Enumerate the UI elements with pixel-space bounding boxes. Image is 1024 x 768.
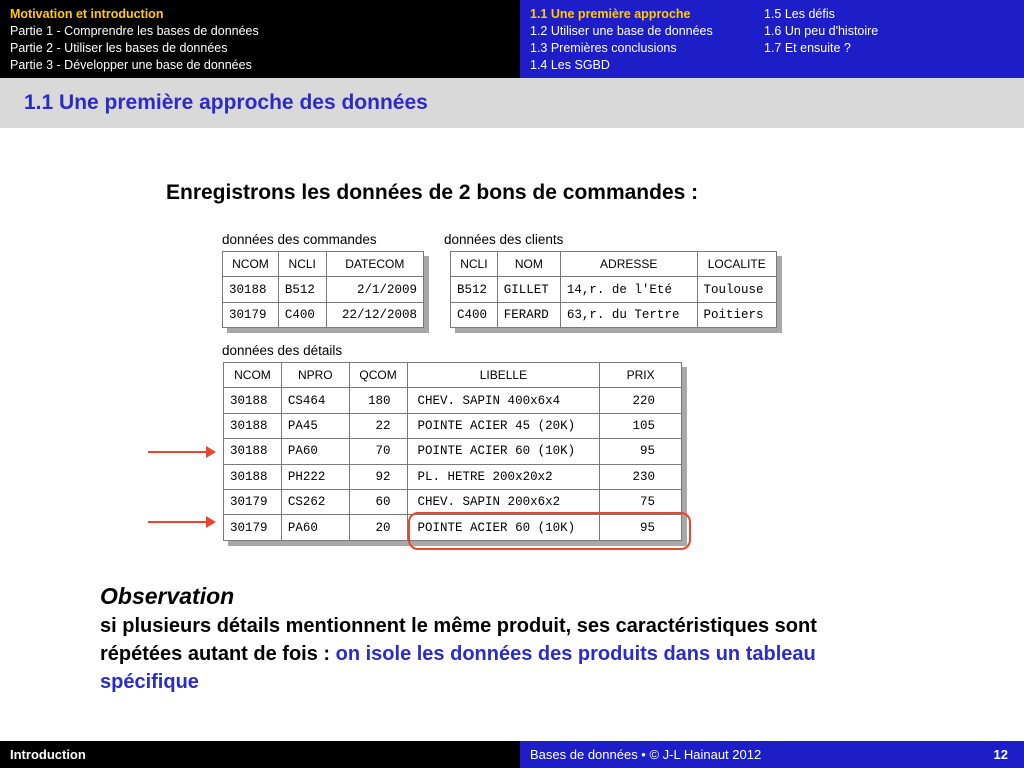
observation-statement: si plusieurs détails mentionnent le même produit, ses caractéristiques sont répétées autant de fois : <box>100 615 817 665</box>
column-header: ADRESSE <box>560 252 697 277</box>
table-cell: 220 <box>600 388 682 413</box>
table-cell: 30179 <box>224 515 282 540</box>
table-cell: CHEV. SAPIN 200x6x2 <box>407 489 600 514</box>
table-cell: PH222 <box>281 464 349 489</box>
column-header: NCLI <box>451 252 498 277</box>
table-cell: C400 <box>451 302 498 327</box>
table-cell: B512 <box>451 277 498 302</box>
column-header: NCLI <box>278 252 326 277</box>
table-cell: 230 <box>600 464 682 489</box>
commandes-caption: données des commandes <box>222 232 377 247</box>
table-cell: 30188 <box>224 413 282 438</box>
column-header: NCOM <box>224 363 282 388</box>
nav-partie-1[interactable]: Partie 1 - Comprendre les bases de données <box>10 24 259 38</box>
table-cell: FERARD <box>497 302 560 327</box>
table-cell: 20 <box>349 515 407 540</box>
arrow-annotation <box>148 521 214 523</box>
table-cell: POINTE ACIER 45 (20K) <box>407 413 600 438</box>
table-cell: POINTE ACIER 60 (10K) <box>407 515 600 540</box>
nav-1-7[interactable]: 1.7 Et ensuite ? <box>764 41 851 55</box>
column-header: NCOM <box>223 252 279 277</box>
table-cell: 30188 <box>224 439 282 464</box>
section-navigation <box>520 0 1024 78</box>
table-cell: 14,r. de l'Eté <box>560 277 697 302</box>
column-header: NPRO <box>281 363 349 388</box>
page-number: 12 <box>993 747 1008 762</box>
nav-1-4[interactable]: 1.4 Les SGBD <box>530 58 610 72</box>
footer-section <box>0 741 520 768</box>
table-cell: 95 <box>600 439 682 464</box>
table-cell: 92 <box>349 464 407 489</box>
table-cell: 30188 <box>224 464 282 489</box>
section-nav-column-2 <box>764 6 878 57</box>
nav-motivation-introduction[interactable]: Motivation et introduction <box>10 7 164 21</box>
table-cell: 105 <box>600 413 682 438</box>
arrow-annotation <box>148 451 214 453</box>
table-cell: CS464 <box>281 388 349 413</box>
title-bar <box>0 78 1024 128</box>
table-row <box>224 413 682 438</box>
table-row <box>224 464 682 489</box>
section-nav-column-1 <box>530 6 713 74</box>
table-cell: GILLET <box>497 277 560 302</box>
nav-partie-2[interactable]: Partie 2 - Utiliser les bases de données <box>10 41 228 55</box>
table-row <box>224 439 682 464</box>
column-header: DATECOM <box>326 252 423 277</box>
table-cell: 63,r. du Tertre <box>560 302 697 327</box>
table-cell: 30188 <box>224 388 282 413</box>
table-cell: 60 <box>349 489 407 514</box>
table-cell: B512 <box>278 277 326 302</box>
table-cell: 22 <box>349 413 407 438</box>
nav-1-6[interactable]: 1.6 Un peu d'histoire <box>764 24 879 38</box>
highlight-annotation <box>408 512 691 550</box>
footer-info <box>520 741 1024 768</box>
column-header: LOCALITE <box>697 252 776 277</box>
observation-conclusion: on isole les données des produits dans un tableau spécifique <box>100 643 816 693</box>
nav-partie-3[interactable]: Partie 3 - Développer une base de données <box>10 58 252 72</box>
column-header: PRIX <box>600 363 682 388</box>
nav-1-5[interactable]: 1.5 Les défis <box>764 7 835 21</box>
nav-1-3[interactable]: 1.3 Premières conclusions <box>530 41 677 55</box>
table-cell: 2/1/2009 <box>326 277 423 302</box>
table-cell: PA45 <box>281 413 349 438</box>
table-row <box>451 302 777 327</box>
table-cell: 30179 <box>224 489 282 514</box>
table-cell: 180 <box>349 388 407 413</box>
table-cell: 30179 <box>223 302 279 327</box>
table-cell: CS262 <box>281 489 349 514</box>
column-header: LIBELLE <box>407 363 600 388</box>
column-header: NOM <box>497 252 560 277</box>
footer-section-label: Introduction <box>10 747 86 762</box>
table-row <box>223 277 424 302</box>
main-navigation <box>0 0 520 78</box>
nav-1-1[interactable]: 1.1 Une première approche <box>530 7 691 21</box>
clients-table <box>450 251 777 328</box>
footer-course-credit: Bases de données • © J-L Hainaut 2012 <box>530 747 762 762</box>
details-caption: données des détails <box>222 343 343 358</box>
table-cell: 30188 <box>223 277 279 302</box>
table-cell: 70 <box>349 439 407 464</box>
main-heading: Enregistrons les données de 2 bons de commandes : <box>166 181 699 204</box>
table-cell: 75 <box>600 489 682 514</box>
table-row <box>223 302 424 327</box>
table-cell: POINTE ACIER 60 (10K) <box>407 439 600 464</box>
table-cell: PL. HETRE 200x20x2 <box>407 464 600 489</box>
observation-title: Observation <box>100 583 235 609</box>
commandes-table <box>222 251 424 328</box>
table-cell: CHEV. SAPIN 400x6x4 <box>407 388 600 413</box>
table-cell: Toulouse <box>697 277 776 302</box>
column-header: QCOM <box>349 363 407 388</box>
table-header-row <box>224 363 682 388</box>
table-cell: PA60 <box>281 515 349 540</box>
table-cell: 22/12/2008 <box>326 302 423 327</box>
table-cell: PA60 <box>281 439 349 464</box>
table-header-row <box>223 252 424 277</box>
observation-text <box>100 612 900 696</box>
table-cell: 95 <box>600 515 682 540</box>
clients-caption: données des clients <box>444 232 564 247</box>
table-cell: C400 <box>278 302 326 327</box>
page-title: 1.1 Une première approche des données <box>24 91 428 114</box>
nav-1-2[interactable]: 1.2 Utiliser une base de données <box>530 24 713 38</box>
table-row <box>224 388 682 413</box>
table-row <box>451 277 777 302</box>
table-header-row <box>451 252 777 277</box>
table-cell: Poitiers <box>697 302 776 327</box>
